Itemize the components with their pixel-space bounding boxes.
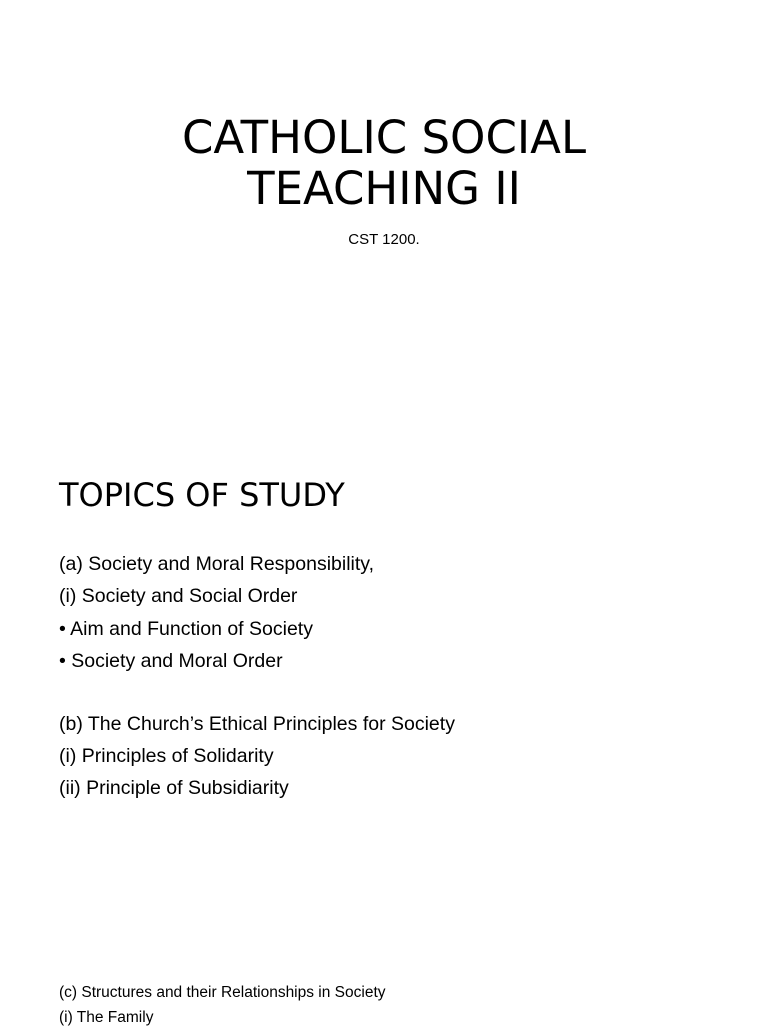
list-item: (a) Society and Moral Responsibility, — [59, 553, 375, 575]
structures-slide — [0, 960, 768, 1024]
topics-heading: TOPICS OF STUDY — [59, 476, 345, 514]
structures-list — [59, 980, 386, 1030]
list-spacer — [59, 678, 455, 708]
topics-slide — [0, 440, 768, 940]
list-item: (i) Society and Social Order — [59, 585, 298, 608]
course-code: CST 1200. — [348, 231, 420, 248]
list-item: • Society and Moral Order — [59, 650, 283, 673]
list-item: (b) The Church’s Ethical Principles for Society — [59, 712, 455, 735]
title-line-2: TEACHING II — [247, 162, 521, 215]
topics-list — [59, 548, 455, 805]
list-item: (ii) Principle of Subsidiarity — [59, 777, 289, 800]
title-line-1: CATHOLIC SOCIAL — [181, 111, 587, 164]
list-item: • Aim and Function of Society — [59, 617, 313, 640]
list-item: (c) Structures and their Relationships in Society — [59, 984, 386, 1001]
presentation-title — [0, 112, 768, 214]
list-item: (i) Principles of Solidarity — [59, 744, 274, 767]
title-slide — [0, 0, 768, 420]
list-item: (i) The Family — [59, 1009, 154, 1026]
